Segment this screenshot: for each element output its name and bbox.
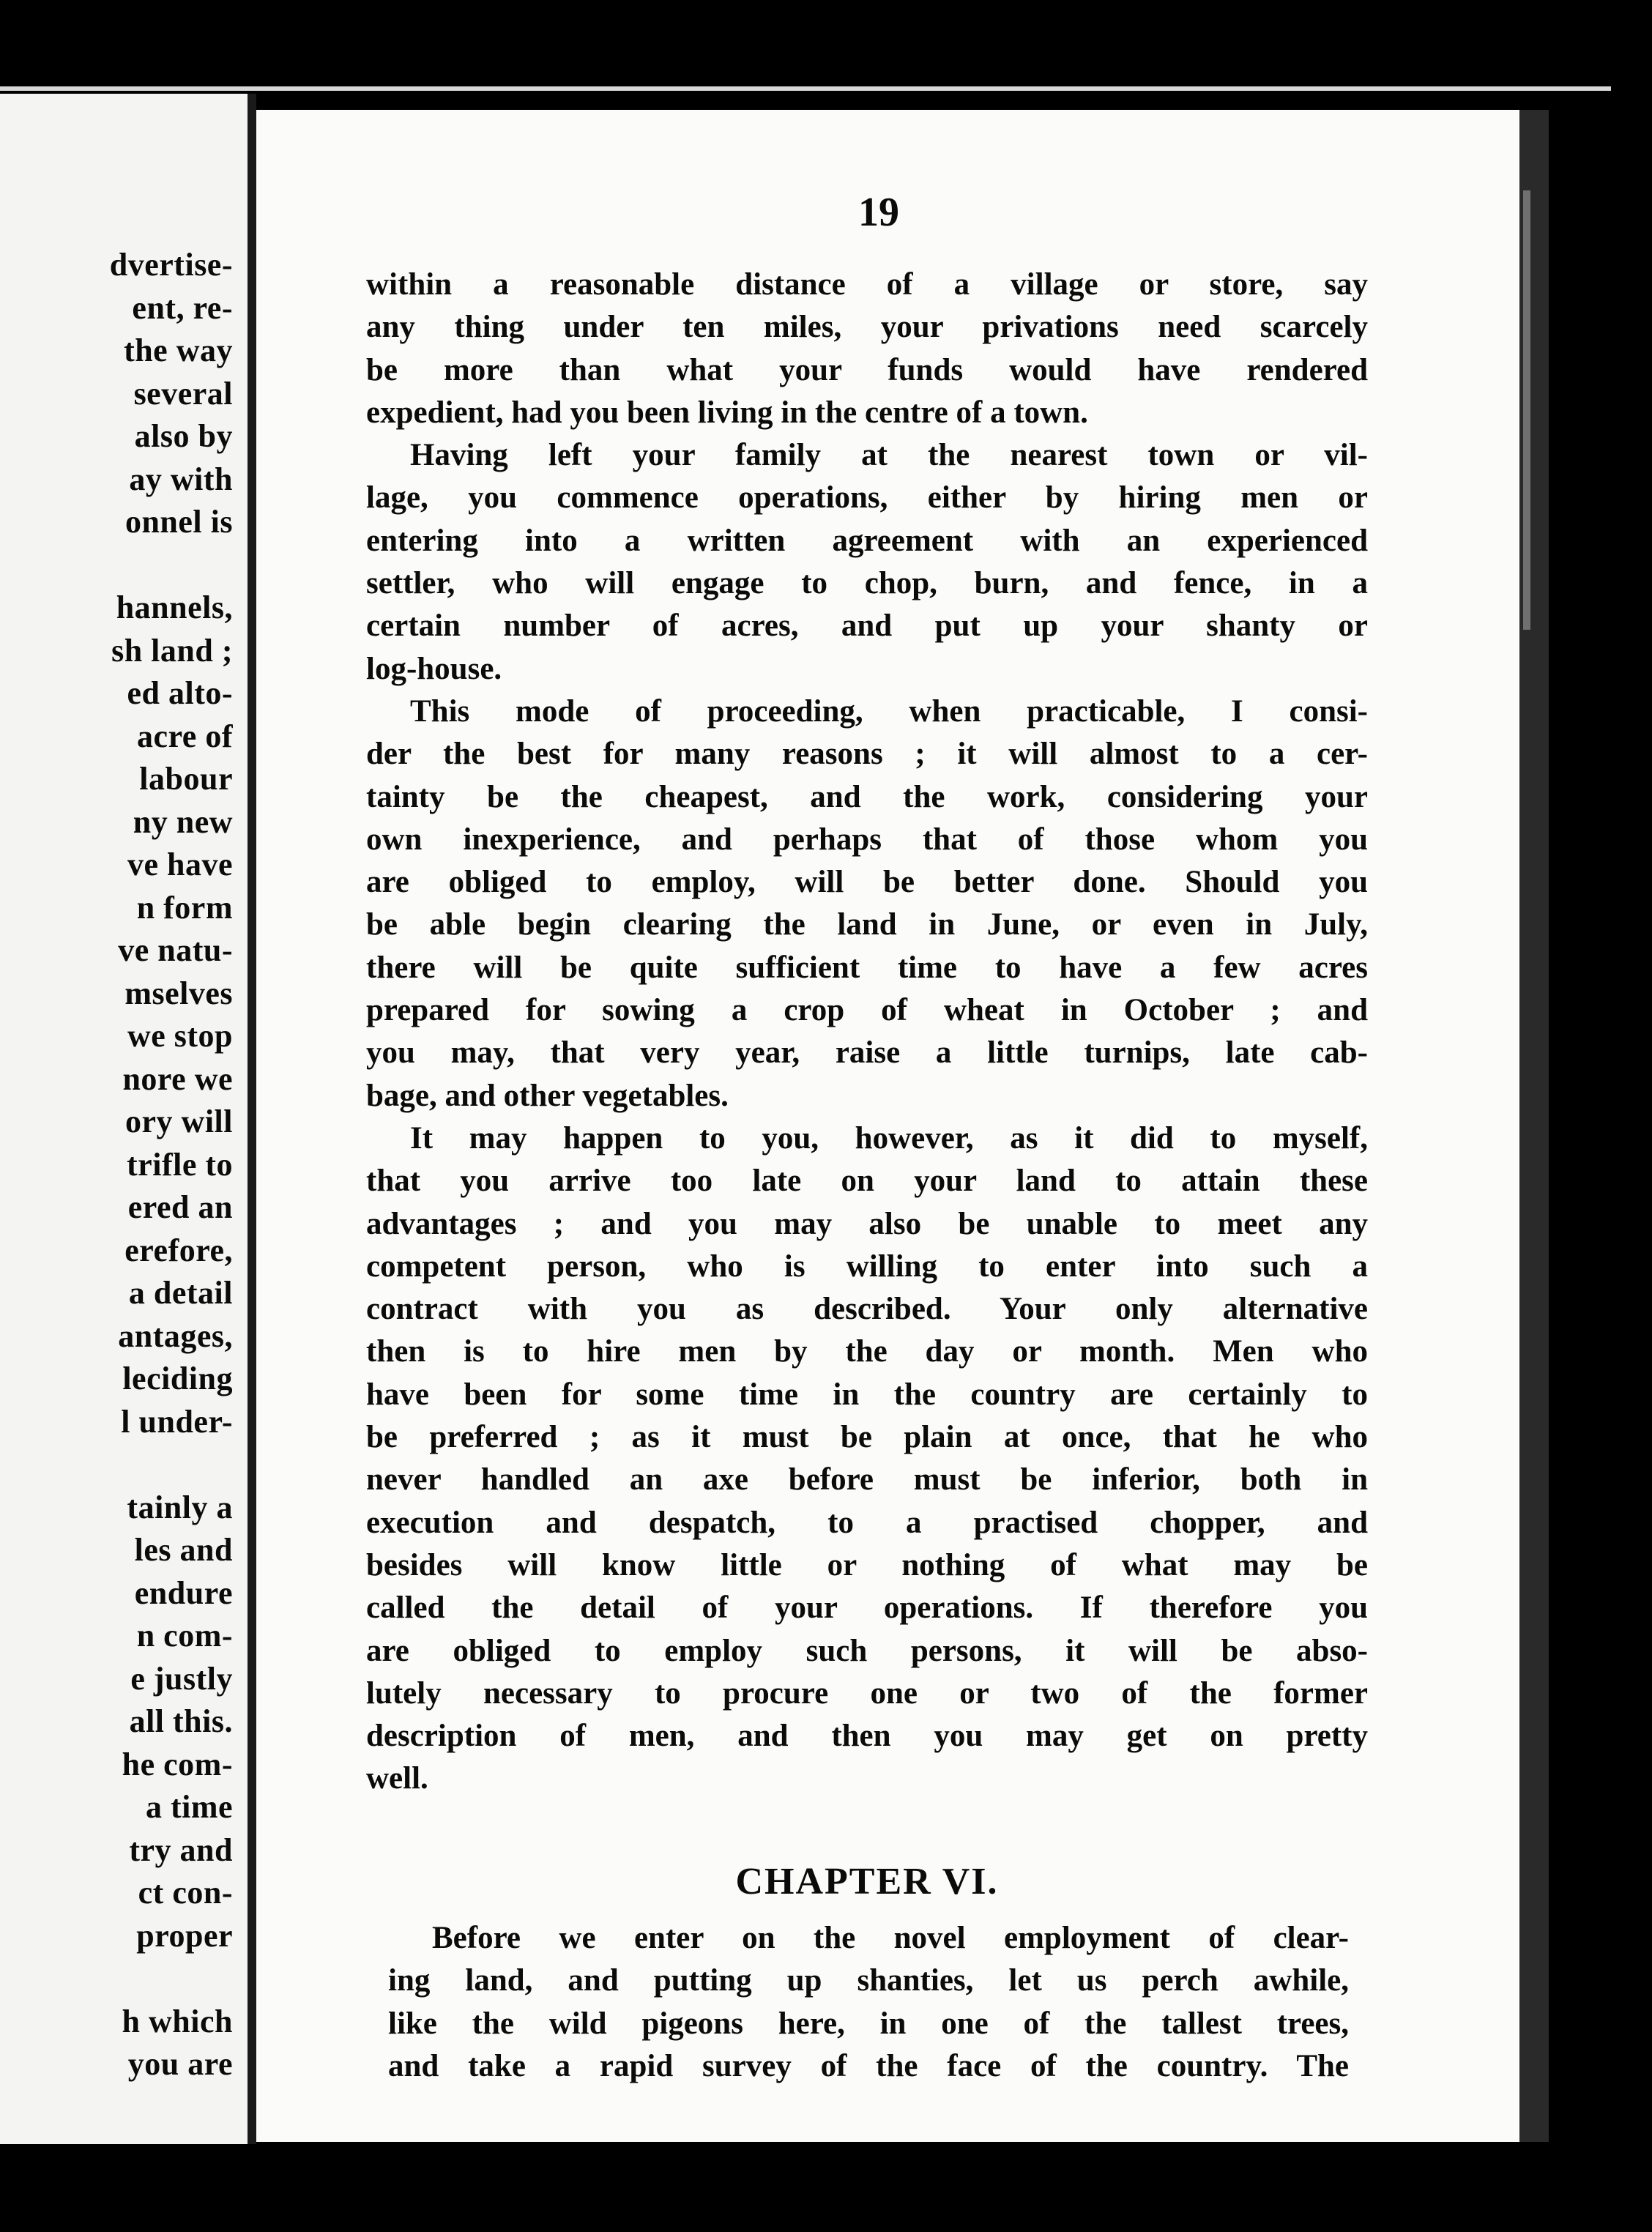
text-line: tainty be the cheapest, and the work, considering your bbox=[366, 779, 1368, 814]
left-page-fragment bbox=[0, 94, 249, 2144]
text-line: Before we enter on the novel employment of clear- bbox=[432, 1921, 1349, 1955]
text-line: a time bbox=[145, 1789, 233, 1825]
text-line: ve have bbox=[127, 847, 233, 882]
chapter-heading: CHAPTER VI. bbox=[735, 1861, 999, 1902]
text-line: be preferred ; as it must be plain at once, that he who bbox=[366, 1420, 1368, 1455]
text-line: contract with you as described. Your only alternative bbox=[366, 1292, 1368, 1327]
text-line bbox=[0, 544, 233, 587]
text-line bbox=[0, 1957, 233, 2001]
text-line: ory will bbox=[125, 1104, 233, 1139]
text-line: are obliged to employ such persons, it will be abso- bbox=[366, 1633, 1368, 1668]
text-line: expedient, had you been living in the centre of a town. bbox=[366, 395, 1088, 430]
text-line: within a reasonable distance of a village or store, say bbox=[366, 267, 1368, 302]
text-line: bage, and other vegetables. bbox=[366, 1078, 729, 1113]
text-line: n form bbox=[136, 889, 233, 926]
text-line: any thing under ten miles, your privations need scarcely bbox=[366, 310, 1368, 345]
text-line: nore we bbox=[122, 1060, 233, 1097]
text-line: antages, bbox=[118, 1317, 233, 1354]
text-line: also by bbox=[134, 418, 233, 454]
text-line: well. bbox=[366, 1761, 428, 1796]
text-line: entering into a written agreement with an experienced bbox=[366, 523, 1368, 558]
text-line: besides will know little or nothing of what may be bbox=[366, 1547, 1368, 1582]
top-rule bbox=[0, 86, 1611, 91]
text-line: be able begin clearing the land in June, or even in July, bbox=[366, 907, 1368, 942]
text-line: execution and despatch, to a practised chopper, and bbox=[366, 1505, 1368, 1540]
text-line: h which bbox=[122, 2003, 233, 2039]
text-line: dvertise- bbox=[109, 247, 233, 283]
text-line: log-house. bbox=[366, 651, 502, 686]
text-line: labour bbox=[139, 761, 233, 797]
text-line: the way bbox=[124, 332, 233, 368]
text-line: trifle to bbox=[127, 1146, 233, 1183]
text-line: n com- bbox=[136, 1618, 233, 1653]
text-line: try and bbox=[129, 1831, 233, 1868]
text-line: It may happen to you, however, as it did to myself, bbox=[410, 1120, 1368, 1156]
text-line: tainly a bbox=[127, 1489, 233, 1525]
text-line: that you arrive too late on your land to attain these bbox=[366, 1164, 1368, 1199]
text-line: then is to hire men by the day or month. Men who bbox=[366, 1334, 1368, 1369]
text-line: certain number of acres, and put up your shanty or bbox=[366, 609, 1368, 644]
text-line: lage, you commence operations, either by hiring men or bbox=[366, 480, 1368, 516]
text-line: leciding bbox=[122, 1361, 233, 1396]
text-line: he com- bbox=[122, 1746, 233, 1782]
text-line: hannels, bbox=[116, 589, 233, 625]
text-line: like the wild pigeons here, in one of the tallest trees, bbox=[388, 2006, 1349, 2041]
text-line: are obliged to employ, will be better done. Should you bbox=[366, 865, 1368, 900]
page-number: 19 bbox=[858, 190, 899, 235]
text-line: les and bbox=[134, 1532, 233, 1568]
text-line: acre of bbox=[137, 718, 233, 754]
text-line: onnel is bbox=[124, 504, 233, 540]
text-line: ve natu- bbox=[118, 932, 233, 968]
text-line: there will be quite sufficient time to have a few acres bbox=[366, 950, 1368, 985]
text-line: you are bbox=[127, 2046, 233, 2082]
left-page-text bbox=[0, 244, 233, 2086]
text-line: all this. bbox=[129, 1703, 233, 1739]
text-line: e justly bbox=[130, 1660, 233, 1697]
text-line: you may, that very year, raise a little turnips, late cab- bbox=[366, 1035, 1368, 1071]
right-page-edge-strip bbox=[1523, 190, 1530, 630]
page-gutter bbox=[248, 94, 256, 2144]
text-line: several bbox=[133, 375, 233, 412]
text-line: and take a rapid survey of the face of the country. The bbox=[388, 2048, 1349, 2083]
text-line bbox=[0, 1443, 233, 1487]
text-line: prepared for sowing a crop of wheat in October ; and bbox=[366, 993, 1368, 1028]
text-line: sh land ; bbox=[111, 632, 233, 669]
text-line: settler, who will engage to chop, burn, and fence, in a bbox=[366, 566, 1368, 601]
text-line: a detail bbox=[128, 1275, 233, 1311]
text-line: be more than what your funds would have rendered bbox=[366, 352, 1368, 387]
text-line: ing land, and putting up shanties, let us perch awhile, bbox=[388, 1963, 1349, 1998]
text-line: ct con- bbox=[138, 1875, 233, 1911]
text-line: ent, re- bbox=[132, 289, 233, 326]
text-line: ed alto- bbox=[127, 675, 233, 711]
text-line: This mode of proceeding, when practicable, I consi- bbox=[410, 693, 1368, 729]
text-line: competent person, who is willing to enter into such a bbox=[366, 1249, 1368, 1284]
text-line: mselves bbox=[124, 975, 233, 1011]
text-line: proper bbox=[136, 1917, 233, 1954]
text-line: description of men, and then you may get on pretty bbox=[366, 1719, 1368, 1754]
text-line: l under- bbox=[121, 1403, 233, 1440]
text-line: lutely necessary to procure one or two of the former bbox=[366, 1675, 1368, 1711]
text-line: endure bbox=[134, 1574, 233, 1611]
text-line: own inexperience, and perhaps that of those whom you bbox=[366, 822, 1368, 857]
text-line: ered an bbox=[127, 1189, 233, 1225]
text-line: erefore, bbox=[124, 1232, 233, 1268]
text-line: advantages ; and you may also be unable to meet any bbox=[366, 1206, 1368, 1241]
text-line: have been for some time in the country are certainly to bbox=[366, 1377, 1368, 1412]
text-line: ay with bbox=[129, 461, 233, 497]
text-line: called the detail of your operations. If therefore you bbox=[366, 1591, 1368, 1626]
chapter-text bbox=[388, 1917, 1349, 2088]
body-text bbox=[366, 264, 1368, 1801]
text-line: we stop bbox=[127, 1018, 233, 1054]
text-line: der the best for many reasons ; it will almost to a cer- bbox=[366, 737, 1368, 772]
text-line: Having left your family at the nearest town or vil- bbox=[410, 438, 1368, 473]
text-line: ny new bbox=[133, 803, 233, 840]
text-line: never handled an axe before must be inferior, both in bbox=[366, 1462, 1368, 1498]
